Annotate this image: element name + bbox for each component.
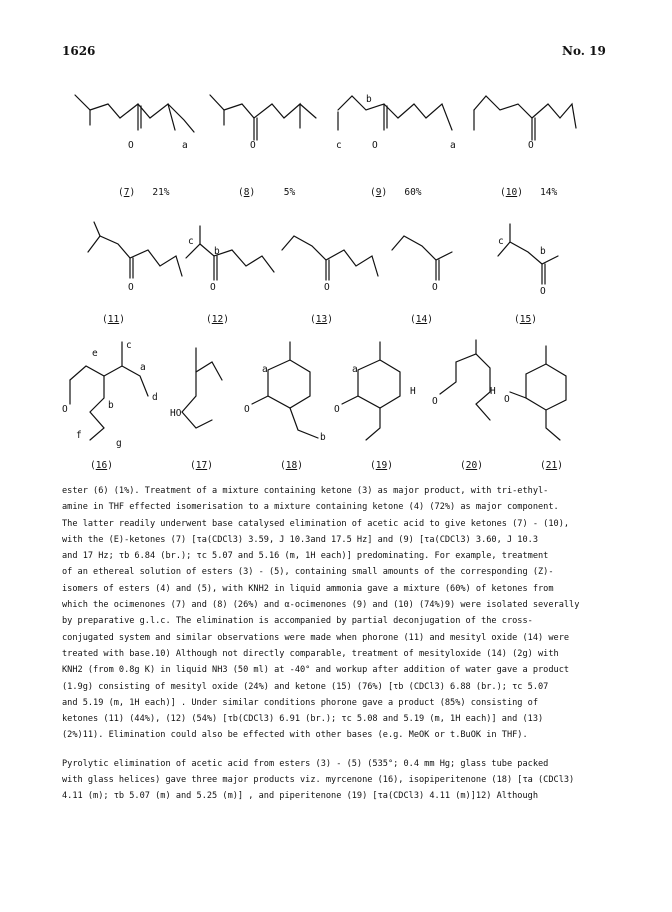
- text-line: (1.9g) consisting of mesityl oxide (24%) and ketone (15) (76%) [τb (CDCl3) 6.88 (br.); τc 5.07: [62, 681, 549, 692]
- text-line: KNH2 (from 0.8g K) in liquid NH3 (50 ml) at -40° and workup after addition of water gave a product: [62, 665, 570, 676]
- structure-7: [75, 95, 194, 132]
- atom-label-oxygen: O: [62, 404, 68, 415]
- structure-11: [88, 222, 182, 278]
- structure-9: [338, 96, 452, 130]
- atom-label-d: d: [152, 392, 158, 403]
- journal-issue: No. 19: [562, 44, 606, 58]
- compound-label-11: (11): [102, 314, 125, 325]
- atom-label-oxygen: O: [432, 396, 438, 407]
- atom-label-a: a: [352, 364, 358, 375]
- atom-label-b: b: [540, 246, 546, 257]
- compound-label-18: (18): [280, 460, 303, 471]
- compound-label-17: (17): [190, 460, 213, 471]
- text-line: with the (E)-ketones (7) [τa(CDCl3) 3.59, J 10.3and 17.5 Hz] and (9) [τa(CDCl3) 3.60, J 10.3: [62, 534, 538, 545]
- text-line: Pyrolytic elimination of acetic acid from esters (3) - (5) (535°; 0.4 mm Hg; glass tube packed: [62, 758, 549, 769]
- atom-label-oxygen: O: [504, 394, 510, 405]
- atom-label-g: g: [116, 438, 122, 449]
- atom-label-hydrogen: H: [410, 386, 416, 397]
- text-line: and 5.19 (m, 1H each)] . Under similar conditions phorone gave a product (85%) consisting of: [62, 697, 538, 708]
- atom-label-hydrogen: H: [490, 386, 496, 397]
- compound-label-15: (15): [514, 314, 537, 325]
- compound-label-8: (8) 5%: [238, 187, 296, 198]
- compound-label-21: (21): [540, 460, 563, 471]
- atom-label-oxygen: O: [528, 140, 534, 151]
- structure-12: [186, 226, 274, 280]
- atom-label-c: c: [126, 340, 132, 351]
- atom-label-oxygen: O: [372, 140, 378, 151]
- page-number: 1626: [62, 44, 96, 58]
- text-line: (2%)11). Elimination could also be effected with other bases (e.g. MeOK or t.BuOK in THF).: [62, 730, 528, 741]
- text-line: conjugated system and similar observations were made when phorone (11) and mesityl oxide (14) were: [62, 632, 570, 643]
- structure-10: [474, 96, 576, 140]
- compound-label-13: (13): [310, 314, 333, 325]
- text-line: treated with base.10) Although not directly comparable, treatment of mesityloxide (14) (2g) with: [62, 648, 559, 659]
- compound-label-19: (19): [370, 460, 393, 471]
- atom-label-b: b: [366, 94, 372, 105]
- structure-8: [210, 95, 316, 140]
- text-line: with glass helices) gave three major products viz. myrcenone (16), isopiperitenone (18) [τa (CDCl3): [62, 775, 575, 786]
- atom-label-c: c: [498, 236, 504, 247]
- text-line: ester (6) (1%). Treatment of a mixture containing ketone (3) as major product, with tri-ethyl-: [62, 486, 549, 496]
- atom-label-oxygen: O: [244, 404, 250, 415]
- text-line: amine in THF effected isomerisation to a mixture containing ketone (4) (72%) as major component.: [62, 502, 559, 513]
- atom-label-oxygen: O: [128, 282, 134, 293]
- atom-label-oxygen: O: [540, 286, 546, 297]
- atom-label-oxygen: O: [432, 282, 438, 293]
- body-text: [62, 483, 622, 805]
- structure-16: [70, 342, 148, 440]
- atom-label-b: b: [320, 432, 326, 443]
- atom-label-a: a: [262, 364, 268, 375]
- structure-14: [392, 236, 452, 280]
- compound-label-7: (7) 21%: [118, 187, 170, 198]
- structure-17: [182, 348, 222, 428]
- compound-label-14: (14): [410, 314, 433, 325]
- atom-label-f: f: [76, 430, 82, 441]
- compound-label-10: (10) 14%: [500, 187, 558, 198]
- atom-label-e: e: [92, 348, 98, 359]
- text-line: ketones (11) (44%), (12) (54%) [τb(CDCl3) 6.91 (br.); τc 5.08 and 5.19 (m, 1H each)] and (13): [62, 714, 544, 725]
- structure-21: [510, 346, 566, 440]
- atom-label-oxygen: O: [250, 140, 256, 151]
- atom-label-a: a: [140, 362, 146, 373]
- atom-label-oxygen: O: [210, 282, 216, 293]
- atom-label-a: a: [182, 140, 188, 151]
- atom-label-b: b: [214, 246, 220, 257]
- atom-label-b: b: [108, 400, 114, 411]
- structure-13: [282, 236, 378, 280]
- compound-label-9: (9) 60%: [370, 187, 422, 198]
- atom-label-c: c: [336, 140, 342, 151]
- text-line: by preparative g.l.c. The elimination is accompanied by partial deconjugation of the cross-: [62, 616, 533, 627]
- atom-label-oxygen: O: [334, 404, 340, 415]
- text-line: 4.11 (m); τb 5.07 (m) and 5.25 (m)] , and piperitenone (19) [τa(CDCl3) 4.11 (m)]12) Although: [62, 791, 538, 802]
- compound-label-20: (20): [460, 460, 483, 471]
- text-line: which the ocimenones (7) and (8) (26%) and α-ocimenones (9) and (10) (74%)9) were isolated severally: [62, 600, 580, 611]
- atom-label-c: c: [188, 236, 194, 247]
- atom-label-oxygen: O: [128, 140, 134, 151]
- structure-19: [342, 342, 400, 440]
- structure-20: [440, 340, 490, 420]
- compound-label-16: (16): [90, 460, 113, 471]
- text-line: of an ethereal solution of esters (3) - (5), containing small amounts of the corresponding (Z)-: [62, 567, 554, 578]
- text-line: The latter readily underwent base catalysed elimination of acetic acid to give ketones (7) - (10),: [62, 518, 570, 529]
- atom-label-oxygen: O: [324, 282, 330, 293]
- text-line: and 17 Hz; τb 6.84 (br.); τc 5.07 and 5.16 (m, 1H each)] predominating. For example, treatment: [62, 551, 549, 562]
- atom-label-hydroxyl: HO: [170, 408, 182, 419]
- structure-15: [498, 224, 558, 284]
- atom-label-a: a: [450, 140, 456, 151]
- compound-label-12: (12): [206, 314, 229, 325]
- text-line: isomers of esters (4) and (5), with KNH2 in liquid ammonia gave a mixture (60%) of ketones from: [62, 583, 554, 594]
- structure-18: [252, 342, 318, 438]
